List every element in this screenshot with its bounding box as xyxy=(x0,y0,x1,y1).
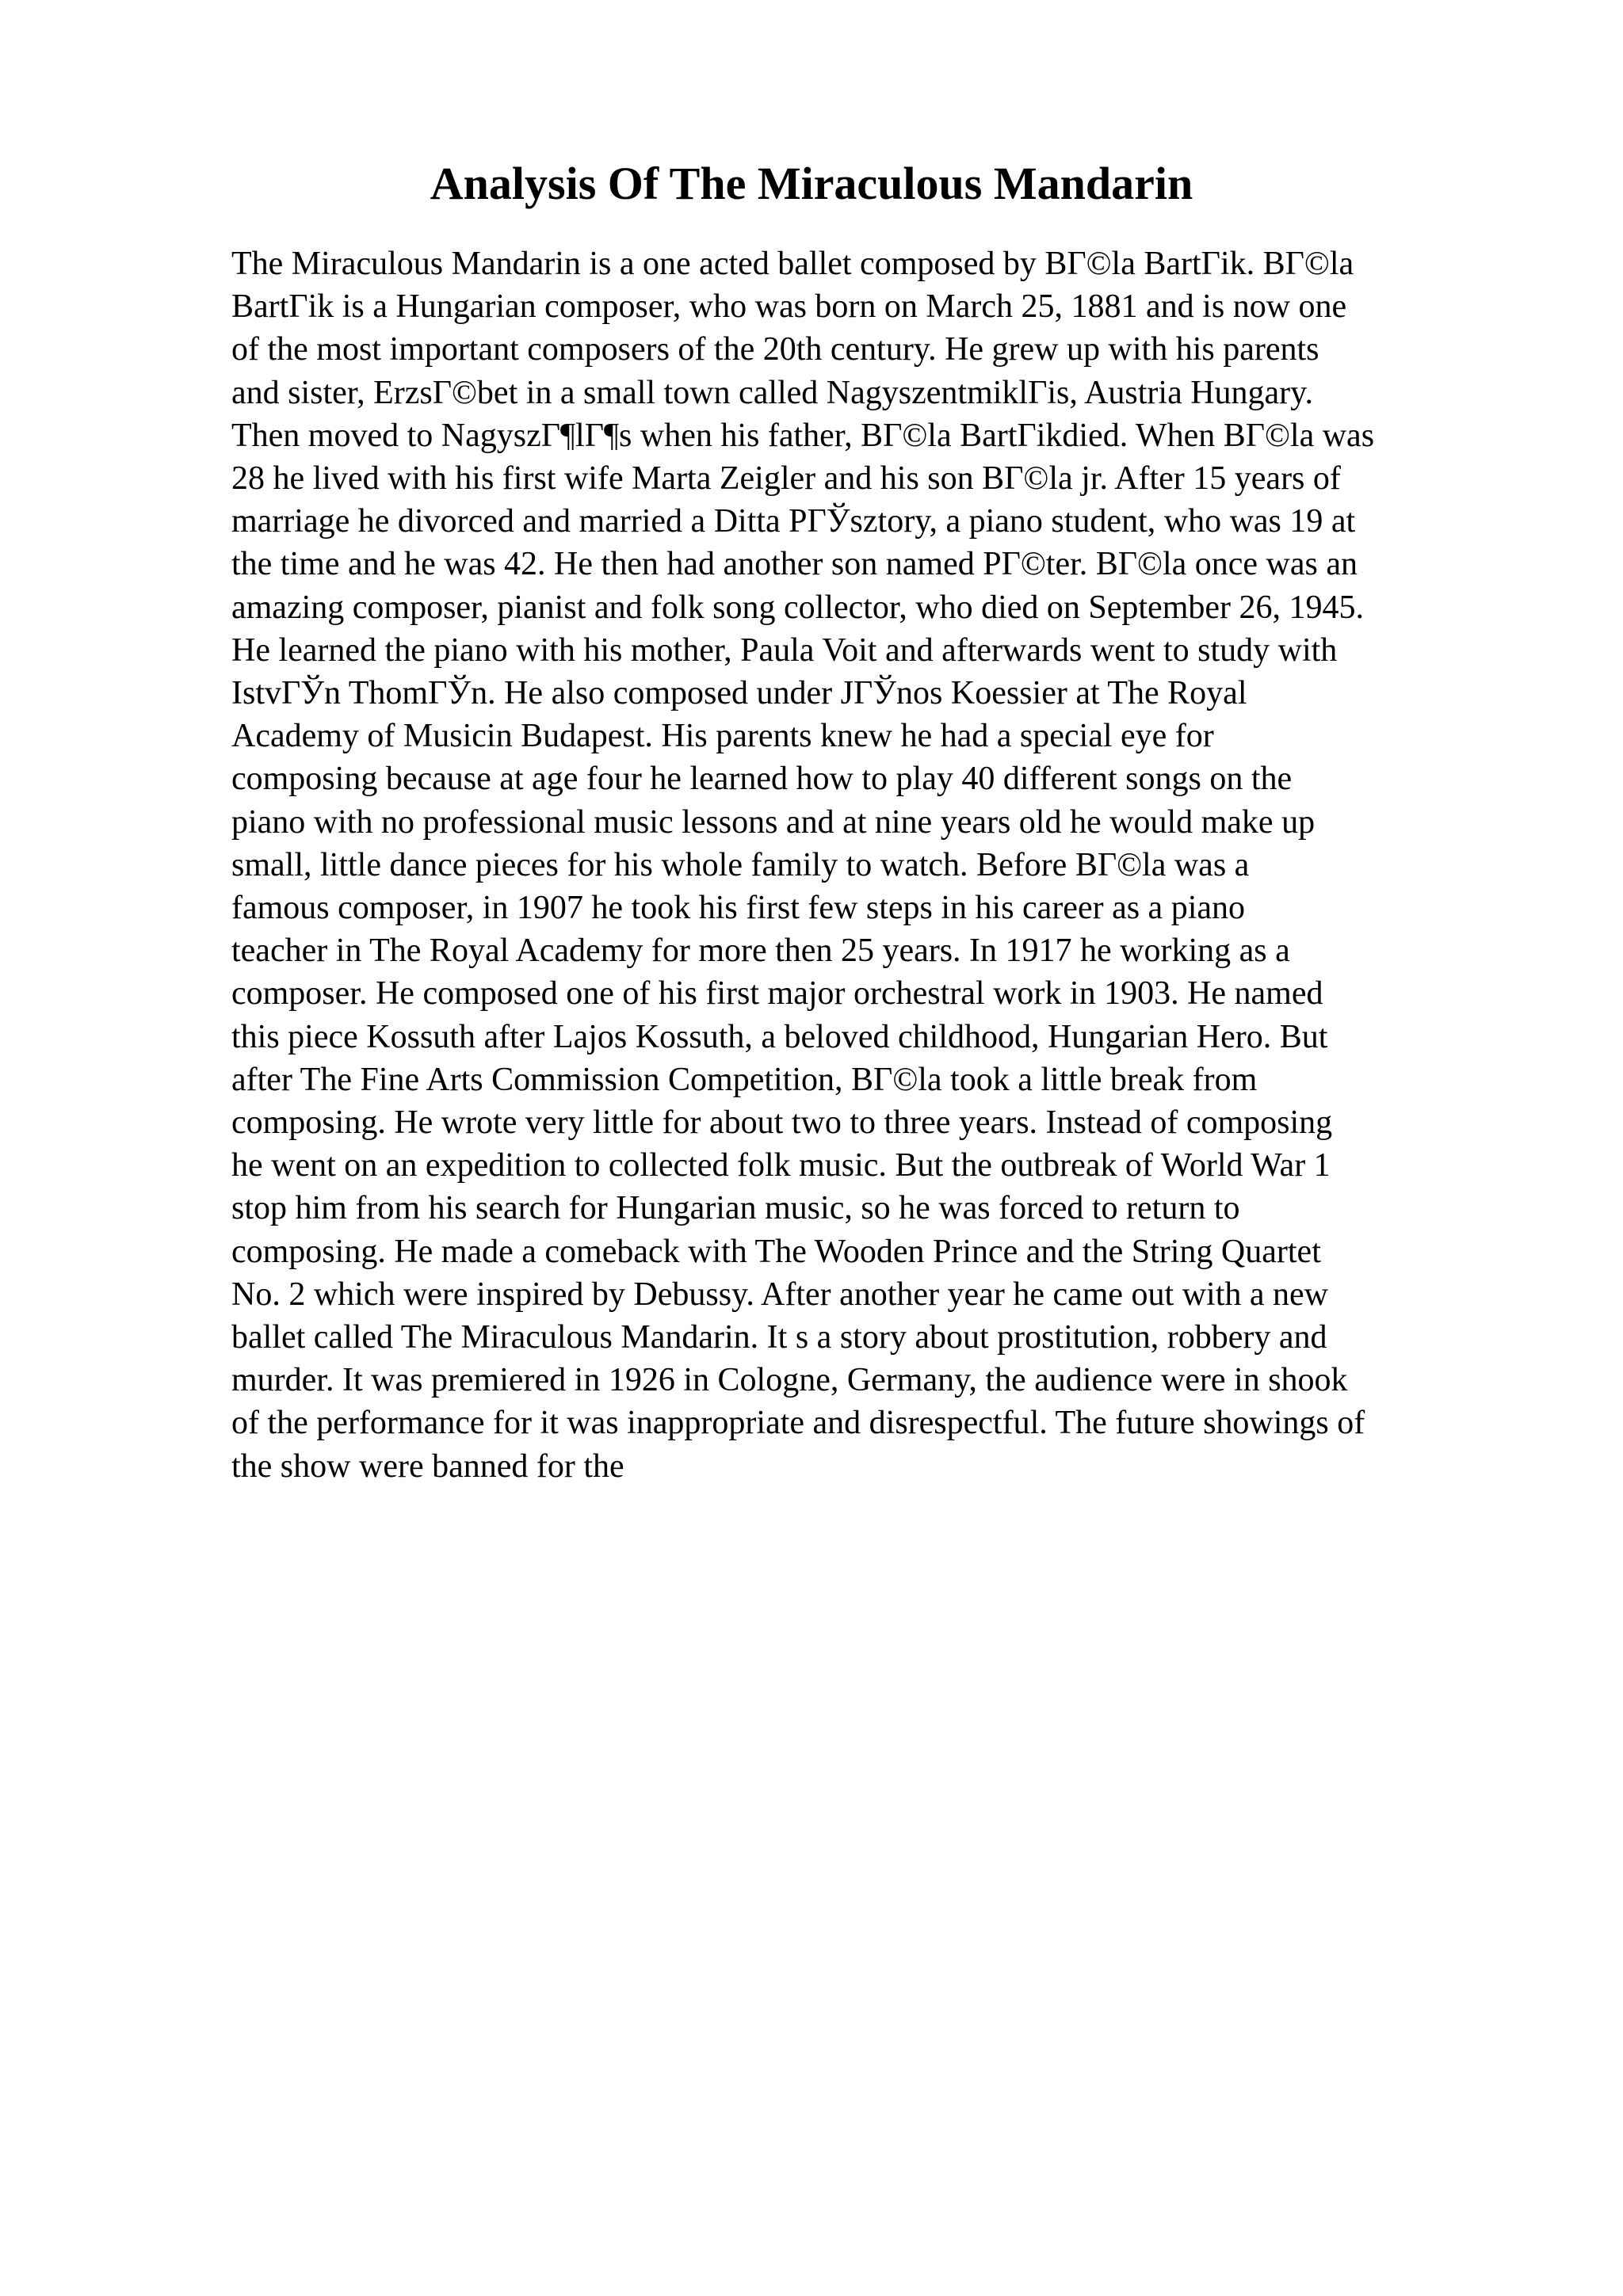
document-title: Analysis Of The Miraculous Mandarin xyxy=(430,158,1193,209)
text-line: 28 he lived with his first wife Marta Zeigler and his son BГ©la jr. After 15 years of xyxy=(231,460,1341,498)
text-line: IstvГЎn ThomГЎn. He also composed under JГЎnos Koessier at The Royal xyxy=(231,675,1247,712)
text-line: small, little dance pieces for his whole family to watch. Before BГ©la was a xyxy=(231,846,1250,883)
text-line: stop him from his search for Hungarian music, so he was forced to return to xyxy=(231,1190,1240,1227)
text-line: murder. It was premiered in 1926 in Cologne, Germany, the audience were in shook xyxy=(231,1362,1348,1399)
text-line: ballet called The Miraculous Mandarin. It s a story about prostitution, robbery and xyxy=(231,1319,1327,1356)
text-line: composing. He wrote very little for about two to three years. Instead of composing xyxy=(231,1104,1333,1142)
text-line: of the performance for it was inappropriate and disrespectful. The future showings of xyxy=(231,1405,1365,1442)
text-line: piano with no professional music lessons and at nine years old he would make up xyxy=(231,803,1316,841)
text-line: composing. He made a comeback with The Wooden Prince and the String Quartet xyxy=(231,1233,1321,1270)
text-line: Then moved to NagyszГ¶lГ¶s when his father, BГ©la BartГіkdied. When BГ©la was xyxy=(231,417,1375,454)
text-line: this piece Kossuth after Lajos Kossuth, a beloved childhood, Hungarian Hero. But xyxy=(231,1018,1328,1055)
text-line: Academy of Musicin Budapest. His parents knew he had a special eye for xyxy=(231,718,1214,755)
text-line: the time and he was 42. He then had another son named PГ©ter. BГ©la once was an xyxy=(231,546,1358,583)
text-line: he went on an expedition to collected folk music. But the outbreak of World War 1 xyxy=(231,1147,1331,1184)
text-line: amazing composer, pianist and folk song collector, who died on September 26, 1945. xyxy=(231,589,1364,626)
text-line: composing because at age four he learned how to play 40 different songs on the xyxy=(231,761,1293,798)
text-line: marriage he divorced and married a Ditta PГЎsztory, a piano student, who was 19 at xyxy=(231,503,1356,540)
text-line: No. 2 which were inspired by Debussy. After another year he came out with a new xyxy=(231,1276,1329,1313)
text-line: teacher in The Royal Academy for more then 25 years. In 1917 he working as a xyxy=(231,933,1290,970)
text-line: The Miraculous Mandarin is a one acted ballet composed by BГ©la BartГіk. BГ©la xyxy=(231,246,1354,282)
text-line: famous composer, in 1907 he took his first few steps in his career as a piano xyxy=(231,890,1246,927)
text-line: BartГіk is a Hungarian composer, who was born on March 25, 1881 and is now one xyxy=(231,288,1347,326)
text-line: the show were banned for the xyxy=(231,1447,624,1485)
text-line: composer. He composed one of his first major orchestral work in 1903. He named xyxy=(231,975,1323,1013)
text-line: He learned the piano with his mother, Paula Voit and afterwards went to study with xyxy=(231,631,1338,669)
text-line: after The Fine Arts Commission Competition, BГ©la took a little break from xyxy=(231,1061,1258,1098)
text-line: of the most important composers of the 20th century. He grew up with his parents xyxy=(231,331,1319,368)
body-paragraph xyxy=(231,242,1499,1488)
text-line: and sister, ErzsГ©bet in a small town called NagyszentmiklГіs, Austria Hungary. xyxy=(231,374,1313,411)
